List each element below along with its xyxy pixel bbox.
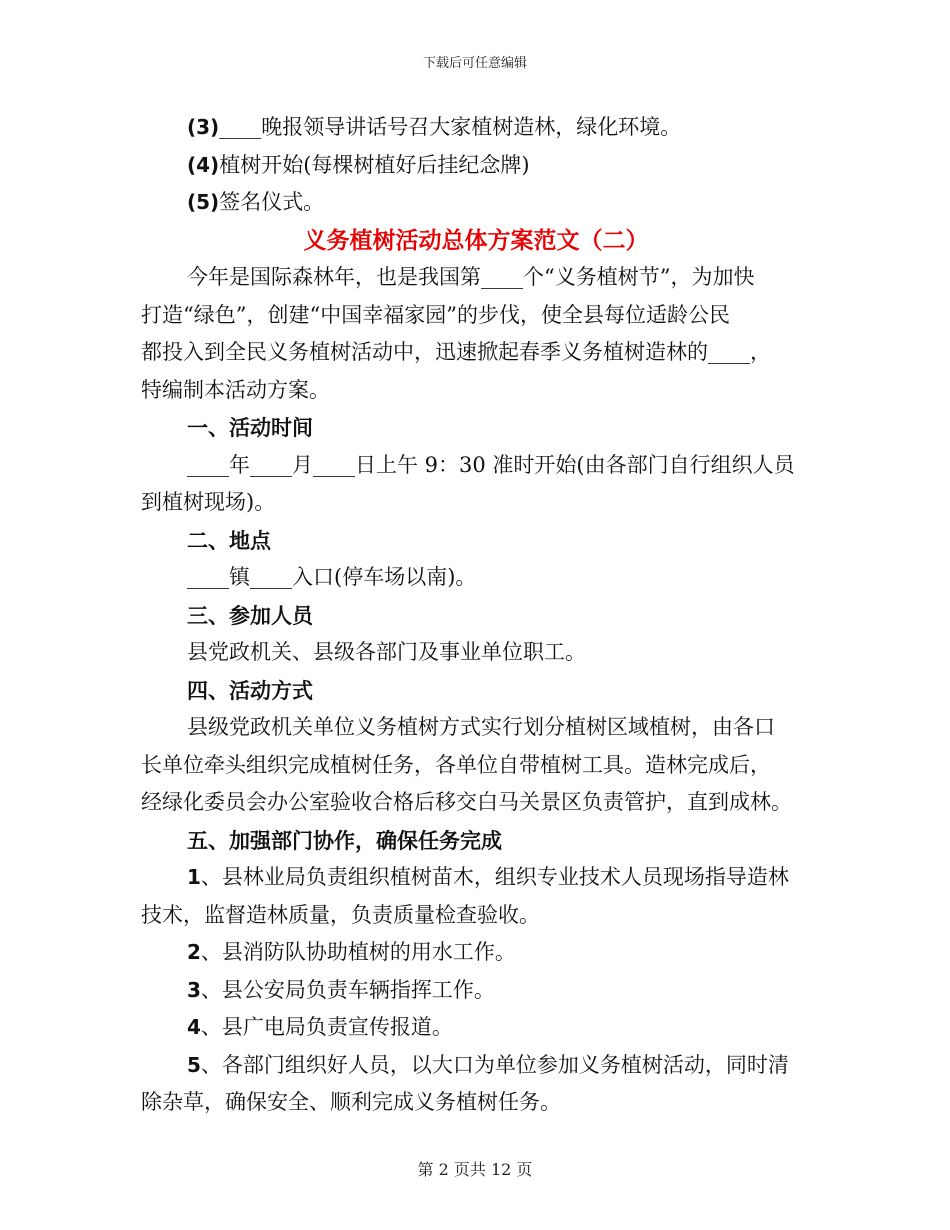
page-header: 下载后可任意编辑 <box>422 56 527 71</box>
paragraph-line: 都投入到全民义务植树活动中，迅速掀起春季义务植树造林的____， <box>141 340 771 364</box>
paragraph-line: 除杂草，确保安全、顺利完成义务植树任务。 <box>141 1090 561 1114</box>
section-title: 义务植树活动总体方案范文（二） <box>303 226 649 254</box>
page-footer: 第 2 页共 12 页 <box>417 1160 533 1179</box>
document-body <box>141 109 811 1122</box>
list-item <box>141 972 811 1010</box>
paragraph-line: 今年是国际森林年，也是我国第____个“义务植树节”，为加快 <box>187 265 755 289</box>
item-number: 2 <box>187 940 201 964</box>
list-item <box>141 109 811 147</box>
list-item <box>141 859 811 897</box>
item-number: (4) <box>187 152 220 177</box>
heading-activity-time: 一、活动时间 <box>187 415 313 440</box>
paragraph-line: 经绿化委员会办公室验收合格后移交白马关景区负责管护，直到成林。 <box>141 790 792 814</box>
paragraph-line: ____镇____入口(停车场以南)。 <box>187 565 477 589</box>
paragraph-line: 到植树现场)。 <box>141 490 276 514</box>
item-number: 3 <box>187 977 201 1002</box>
item-number: (3) <box>187 115 220 139</box>
list-item <box>141 1047 811 1085</box>
item-text: 、县林业局负责组织植树苗木，组织专业技术人员现场指导造林 <box>200 865 789 889</box>
item-text: 植树开始(每棵树植好后挂纪念牌) <box>219 152 530 177</box>
list-item <box>141 934 811 972</box>
item-text: 、县公安局负责车辆指挥工作。 <box>200 977 495 1002</box>
item-number: 4 <box>187 1015 201 1039</box>
list-item <box>141 1009 811 1047</box>
item-text: 、县消防队协助植树的用水工作。 <box>200 940 516 964</box>
paragraph-line: ____年____月____日上午 9：30 准时开始(由各部门自行组织人员 <box>187 452 795 477</box>
heading-activity-method: 四、活动方式 <box>187 677 313 703</box>
paragraph-line: 特编制本活动方案。 <box>141 377 330 402</box>
paragraph-line: 长单位牵头组织完成植树任务，各单位自带植树工具。造林完成后， <box>141 752 771 777</box>
item-text: 、县广电局负责宣传报道。 <box>200 1015 453 1039</box>
heading-participants: 三、参加人员 <box>187 602 313 628</box>
item-text: 签名仪式。 <box>219 190 325 214</box>
list-item <box>141 184 811 222</box>
paragraph-line: 县党政机关、县级各部门及事业单位职工。 <box>187 640 586 664</box>
paragraph-line: 技术，监督造林质量，负责质量检查验收。 <box>141 902 540 927</box>
item-text: ____晚报领导讲话号召大家植树造林，绿化环境。 <box>219 115 682 139</box>
paragraph-line: 县级党政机关单位义务植树方式实行划分植树区域植树，由各口 <box>187 715 775 739</box>
paragraph-line: 打造“绿色”，创建“中国幸福家园”的步伐，使全县每位适龄公民 <box>141 302 730 327</box>
item-number: (5) <box>187 190 220 214</box>
list-item <box>141 147 811 185</box>
heading-coordination: 五、加强部门协作，确保任务完成 <box>187 827 502 853</box>
item-text: 、各部门组织好人员，以大口为单位参加义务植树活动，同时清 <box>200 1052 789 1077</box>
heading-location: 二、地点 <box>187 527 271 553</box>
item-number: 1 <box>187 865 201 889</box>
item-number: 5 <box>187 1052 201 1077</box>
